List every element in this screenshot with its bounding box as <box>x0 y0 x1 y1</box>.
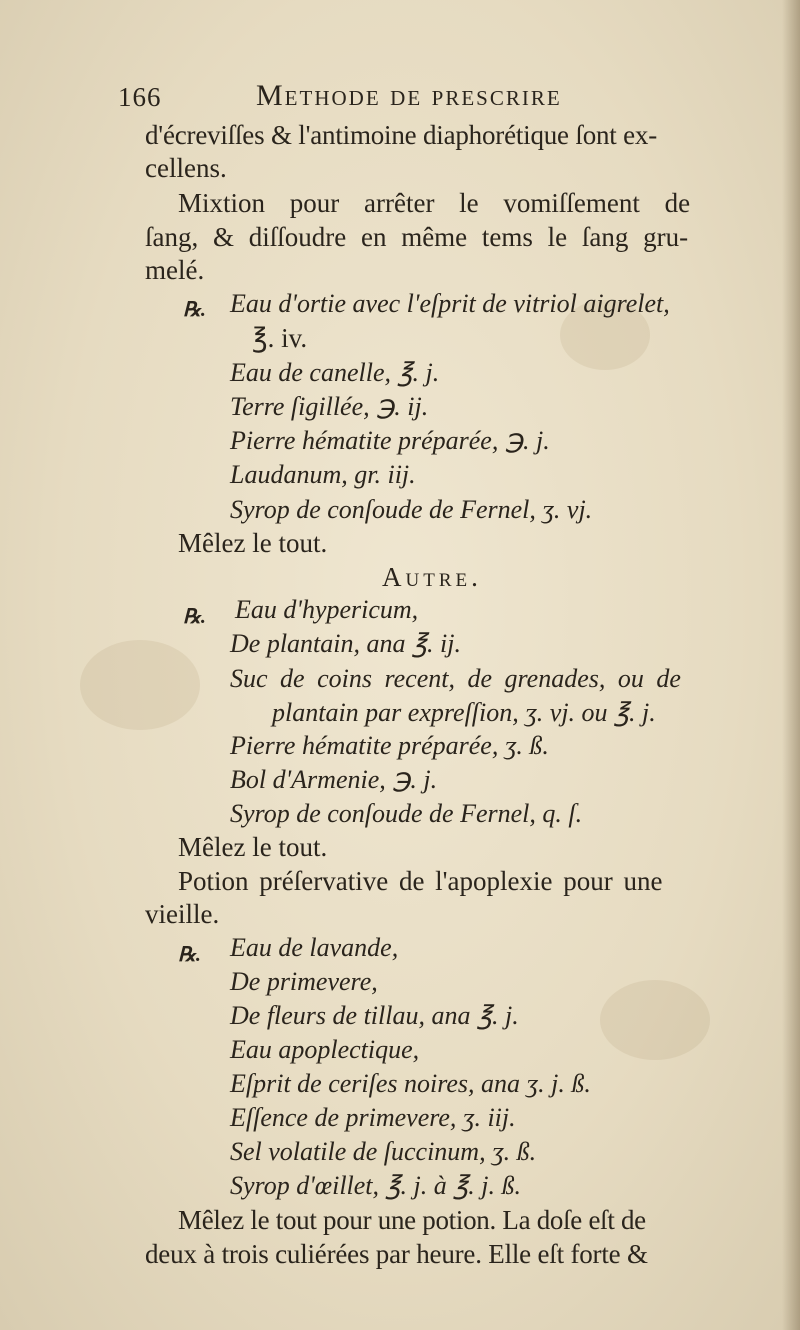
text-line: melé. <box>145 255 205 285</box>
text-line: Potion préſervative de l'apoplexie pour une <box>178 866 663 896</box>
recipe-line: De primevere, <box>230 967 378 996</box>
text-line: Mêlez le tout. <box>178 528 328 558</box>
recipe-line: ℥. iv. <box>252 323 308 353</box>
recipe-line: Bol d'Armenie, ℈. j. <box>230 765 438 794</box>
recipe-line: Eau de lavande, <box>230 933 399 962</box>
recipe-line: De plantain, ana ℥. ij. <box>230 629 461 658</box>
recipe-line: Terre ſigillée, ℈. ij. <box>230 392 429 421</box>
text-line: Mêlez le tout. <box>178 832 328 862</box>
recipe-line: Eau de canelle, ℥. j. <box>230 358 440 387</box>
recipe-symbol: ℞. <box>183 299 206 321</box>
recipe-line: Syrop d'œillet, ℥. j. à ℥. j. ß. <box>230 1171 522 1200</box>
recipe-symbol: ℞. <box>178 944 201 966</box>
recipe-line: plantain par expreſſion, ʒ. vj. ou ℥. j. <box>272 698 656 727</box>
recipe-line: Syrop de conſoude de Fernel, q. ſ. <box>230 799 583 828</box>
text-line: cellens. <box>145 153 227 183</box>
recipe-line: Eau d'ortie avec l'eſprit de vitriol aigrelet, <box>230 289 670 318</box>
paper-stain <box>600 980 710 1060</box>
text-line: vieille. <box>145 899 220 929</box>
text-line: d'écreviſſes & l'antimoine diaphorétique ſont ex- <box>145 120 658 150</box>
recipe-line: Pierre hématite préparée, ʒ. ß. <box>230 731 549 760</box>
section-heading: Autre. <box>382 562 482 592</box>
recipe-line: Sel volatile de ſuccinum, ʒ. ß. <box>230 1137 537 1166</box>
recipe-line: Eau d'hypericum, <box>235 595 419 624</box>
recipe-line: De fleurs de tillau, ana ℥. j. <box>230 1001 519 1030</box>
recipe-line: Suc de coins recent, de grenades, ou de <box>230 664 681 693</box>
text-line: deux à trois culiérées par heure. Elle eſt forte & <box>145 1239 648 1269</box>
paper-stain <box>80 640 200 730</box>
recipe-line: Eau apoplectique, <box>230 1035 420 1064</box>
recipe-line: Eſſence de primevere, ʒ. iij. <box>230 1103 516 1132</box>
running-title: Methode de prescrire <box>256 79 562 112</box>
recipe-line: Laudanum, gr. iij. <box>230 460 416 489</box>
recipe-line: Pierre hématite préparée, ℈. j. <box>230 426 550 455</box>
text-line: Mêlez le tout pour une potion. La doſe eſt de <box>178 1205 646 1235</box>
text-line: Mixtion pour arrêter le vomiſſement de <box>178 188 691 218</box>
text-line: ſang, & diſſoudre en même tems le ſang gru- <box>145 222 689 252</box>
page-number: 166 <box>118 82 162 112</box>
recipe-line: Syrop de conſoude de Fernel, ʒ. vj. <box>230 495 593 524</box>
recipe-line: Eſprit de ceriſes noires, ana ʒ. j. ß. <box>230 1069 591 1098</box>
recipe-symbol: ℞. <box>183 606 206 628</box>
